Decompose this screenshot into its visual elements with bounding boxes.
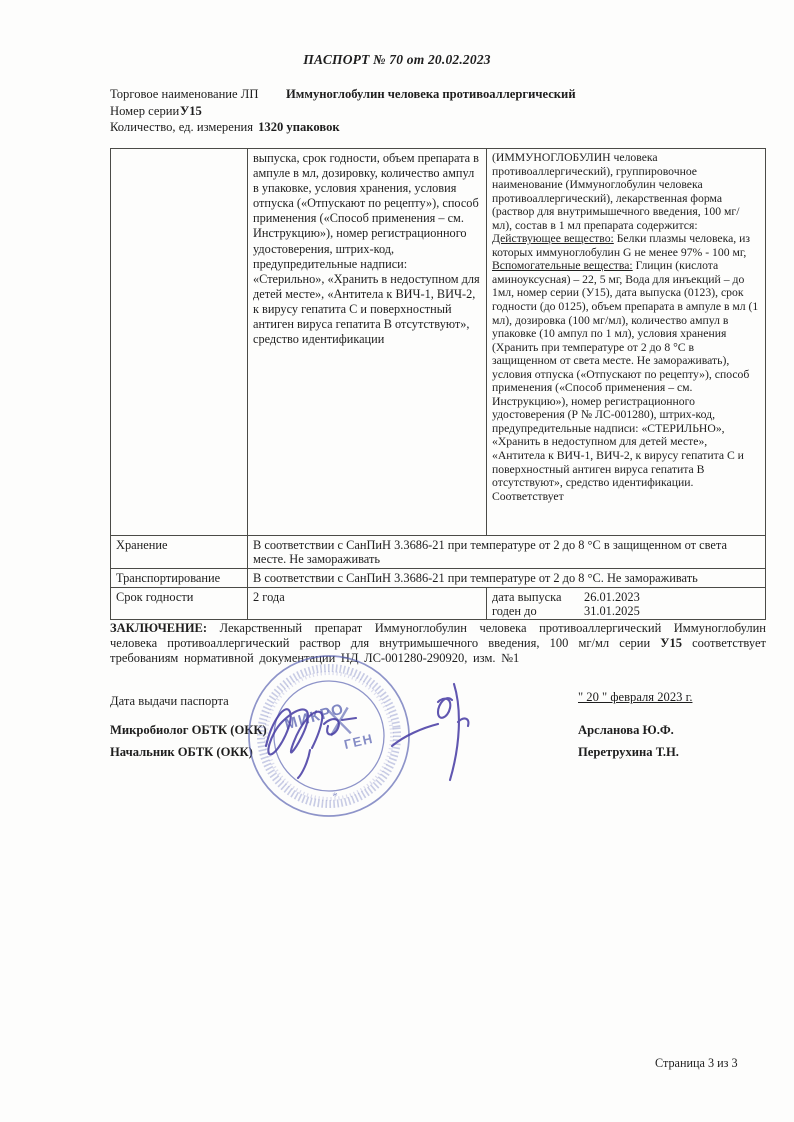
field-trade-name-label: Торговое наименование ЛП: [110, 87, 259, 101]
expiry-date-row: [492, 604, 759, 618]
page-number: Страница 3 из 3: [655, 1056, 738, 1070]
table-row-storage: [111, 535, 765, 568]
signer-name-petrukhina: Перетрухина Т.Н.: [578, 745, 679, 759]
shelf-life-label: Срок годности: [111, 588, 248, 619]
field-trade-name: [110, 86, 670, 103]
stamp-star: *: [331, 790, 339, 803]
expiry-date-value: 31.01.2025: [584, 604, 640, 618]
transport-label: Транспортирование: [111, 569, 248, 587]
spec-table: [110, 148, 766, 620]
transport-value: В соответствии с СанПиН 3.3686-21 при температуре от 2 до 8 °С. Не замораживать: [253, 571, 698, 585]
release-date-value: 26.01.2023: [584, 590, 640, 604]
passport-issue-date-label: Дата выдачи паспорта: [110, 694, 229, 708]
table-row-labeling-continuation: [111, 149, 765, 535]
signer-name-arslanova: Арсланова Ю.Ф.: [578, 723, 674, 737]
signer-role-head: Начальник ОБТК (ОКК): [110, 745, 253, 759]
field-quantity-label: Количество, ед. измерения: [110, 120, 254, 134]
conclusion-paragraph: ЗАКЛЮЧЕНИЕ: Лекарственный препарат Иммуноглобулин человека противоаллергический Иммуноглобулин человека противоаллергический раствор для внутримышечного введения, 100 мг/мл серии У15 соответствует требованиям нормативной документации НД ЛС-001280-290920, изм. №1: [110, 621, 766, 665]
stamp-ring-text-band: [253, 660, 405, 812]
round-stamp-microgen: [233, 640, 425, 832]
storage-value: В соответствии с СанПиН 3.3686-21 при температуре от 2 до 8 °С в защищенном от света месте. Не замораживать: [253, 538, 727, 566]
stamp-text-gen: ГЕН: [342, 730, 376, 753]
field-quantity: [110, 119, 670, 136]
table-row-transport: [111, 568, 765, 587]
header-fields: [110, 86, 670, 136]
storage-label: Хранение: [111, 536, 248, 568]
field-series-number: [110, 103, 670, 120]
release-date-label: дата выпуска: [492, 590, 562, 604]
passport-issue-date-value: " 20 " февраля 2023 г.: [578, 690, 693, 704]
shelf-life-value: 2 года: [248, 588, 487, 619]
field-trade-name-value: Иммуноглобулин человека противоаллергический: [286, 87, 576, 101]
release-date-row: [492, 590, 759, 604]
expiry-date-label: годен до: [492, 604, 537, 618]
field-quantity-value: 1320 упаковок: [258, 120, 340, 134]
table-row-shelf-life: [111, 587, 765, 619]
cell-parameter-empty: [111, 149, 248, 535]
signer-role-microbiologist: Микробиолог ОБТК (ОКК): [110, 723, 267, 737]
stamp-text-mikro: МИКРО: [282, 700, 347, 734]
cell-result-text: (ИММУНОГЛОБУЛИН человека противоаллергический), группировочное наименование (Иммуноглобулин человека противоаллергический), лекарственная форма (раствор для внутримышечного введения, 100 мг/мл), состав в 1 мл препарата содержится: Действующее вещество: Белки плазмы человека, из которых иммуноглобулин G не менее 97% - 100 мг, Вспомогательные вещества: Глицин (кислота аминоуксусная) – 22, 5 мг, Вода для инъекций – до 1мл, номер серии (У15), дата выпуска (0123), срок годности (до 0125), объем препарата в ампуле в мл (1 мл), дозировка (100 мг/мл), количество ампул в упаковке (10 ампул по 1 мл), условия хранения (Хранить при температуре от 2 до 8 °С в защищенном от света месте. Не замораживать), условия отпуска («Отпускают по рецепту»), способ применения («Способ применения – см. Инструкцию»), номер регистрационного удостоверения (Р № ЛС-001280), штрих-код, предупредительные надписи: «СТЕРИЛЬНО», «Хранить в недоступном для детей месте», «Антитела к ВИЧ-1, ВИЧ-2, к вирусу гепатита С и поверхностный антиген вируса гепатита В отсутствуют», средство идентификации. Соответствует: [492, 151, 759, 503]
field-series-number-value: У15: [180, 103, 202, 118]
document-title: ПАСПОРТ № 70 от 20.02.2023: [303, 52, 491, 67]
shelf-life-dates: [487, 588, 765, 619]
field-series-number-label: Номер серии: [110, 103, 180, 118]
cell-requirement-text: выпуска, срок годности, объем препарата в ампуле в мл, дозировку, количество ампул в упаковке, условия хранения, условия отпуска («Отпускают по рецепту»), способ применения («Способ применения – см. Инструкцию»), номер регистрационного удостоверения, штрих-код, предупредительные надписи: «Стерильно», «Хранить в недоступном для детей месте», «Антитела к ВИЧ-1, ВИЧ-2, к вирусу гепатита С и поверхностный антиген вируса гепатита В отсутствуют», средство идентификации: [248, 149, 487, 535]
